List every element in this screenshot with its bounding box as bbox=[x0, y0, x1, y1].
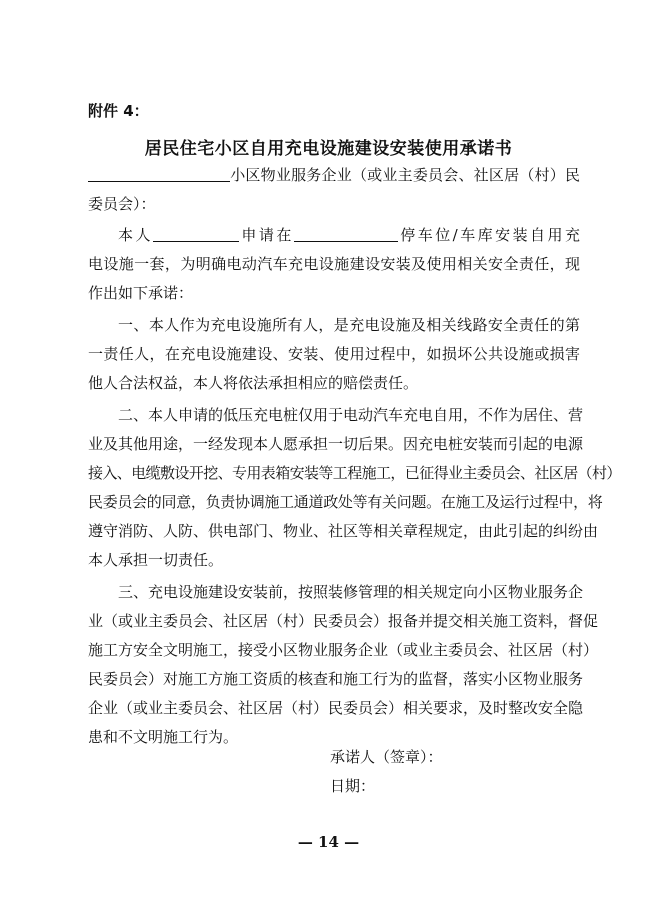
clause-1-line-3: 他人合法权益，本人将依法承担相应的赔偿责任。 bbox=[88, 374, 419, 392]
clause-1-line-1: 一、本人作为充电设施所有人，是充电设施及相关线路安全责任的第 bbox=[118, 316, 580, 334]
opening-line-2: 电设施一套，为明确电动汽车充电设施建设安装及使用相关安全责任，现 bbox=[88, 255, 580, 273]
opening-line-3: 作出如下承诺： bbox=[88, 284, 194, 302]
addressee-blank[interactable] bbox=[88, 166, 230, 182]
addressee-text: 小区物业服务企业（或业主委员会、社区居（村）民 bbox=[230, 166, 580, 184]
clause-3-line-6: 患和不文明施工行为。 bbox=[88, 728, 239, 746]
addressee-line-1 bbox=[88, 165, 580, 185]
clause-3-line-5: 企业（或业主委员会、社区居（村）民委员会）相关要求，及时整改安全隐 bbox=[88, 699, 584, 717]
attachment-label: 附件 4： bbox=[88, 102, 149, 120]
opening-text-b: 申请在 bbox=[238, 226, 294, 244]
clause-2-line-1: 二、本人申请的低压充电桩仅用于电动汽车充电自用，不作为居住、营 bbox=[118, 406, 584, 424]
clause-1-line-2: 一责任人，在充电设施建设、安装、使用过程中，如损坏公共设施或损害 bbox=[88, 345, 580, 363]
opening-line-1 bbox=[118, 225, 580, 245]
clause-2-line-6: 本人承担一切责任。 bbox=[88, 551, 224, 569]
opening-text-c: 停车位/车库安装自用充 bbox=[397, 226, 580, 244]
clause-3-line-3: 施工方安全文明施工，接受小区物业服务企业（或业主委员会、社区居（村） bbox=[88, 641, 599, 659]
clause-2-line-5: 遵守消防、人防、供电部门、物业、社区等相关章程规定，由此引起的纠纷由 bbox=[88, 522, 599, 540]
page-number: — 14 — bbox=[297, 833, 360, 851]
clause-3-line-4: 民委员会）对施工方施工资质的核查和施工行为的监督，落实小区物业服务 bbox=[88, 670, 584, 688]
clause-2-line-4: 民委员会的同意，负责协调施工通道政处等有关问题。在施工及运行过程中，将 bbox=[88, 493, 603, 511]
date-label: 日期： bbox=[330, 777, 376, 795]
signer-label: 承诺人（签章）： bbox=[330, 748, 443, 766]
clause-2-line-3: 接入、电缆敷设开挖、专用表箱安装等工程施工，已征得业主委员会、社区居（村） bbox=[88, 464, 621, 482]
opening-text-a: 本人 bbox=[118, 226, 153, 244]
addressee-line-2: 委员会）： bbox=[88, 195, 156, 213]
clause-3-line-1: 三、充电设施建设安装前，按照装修管理的相关规定向小区物业服务企 bbox=[118, 583, 584, 601]
document-title: 居民住宅小区自用充电设施建设安装使用承诺书 bbox=[144, 139, 513, 159]
clause-2-line-2: 业及其他用途，一经发现本人愿承担一切后果。因充电桩安装而引起的电源 bbox=[88, 435, 584, 453]
clause-3-line-2: 业（或业主委员会、社区居（村）民委员会）报备并提交相关施工资料，督促 bbox=[88, 612, 599, 630]
applicant-name-blank[interactable] bbox=[153, 226, 239, 242]
parking-space-blank[interactable] bbox=[294, 226, 398, 242]
